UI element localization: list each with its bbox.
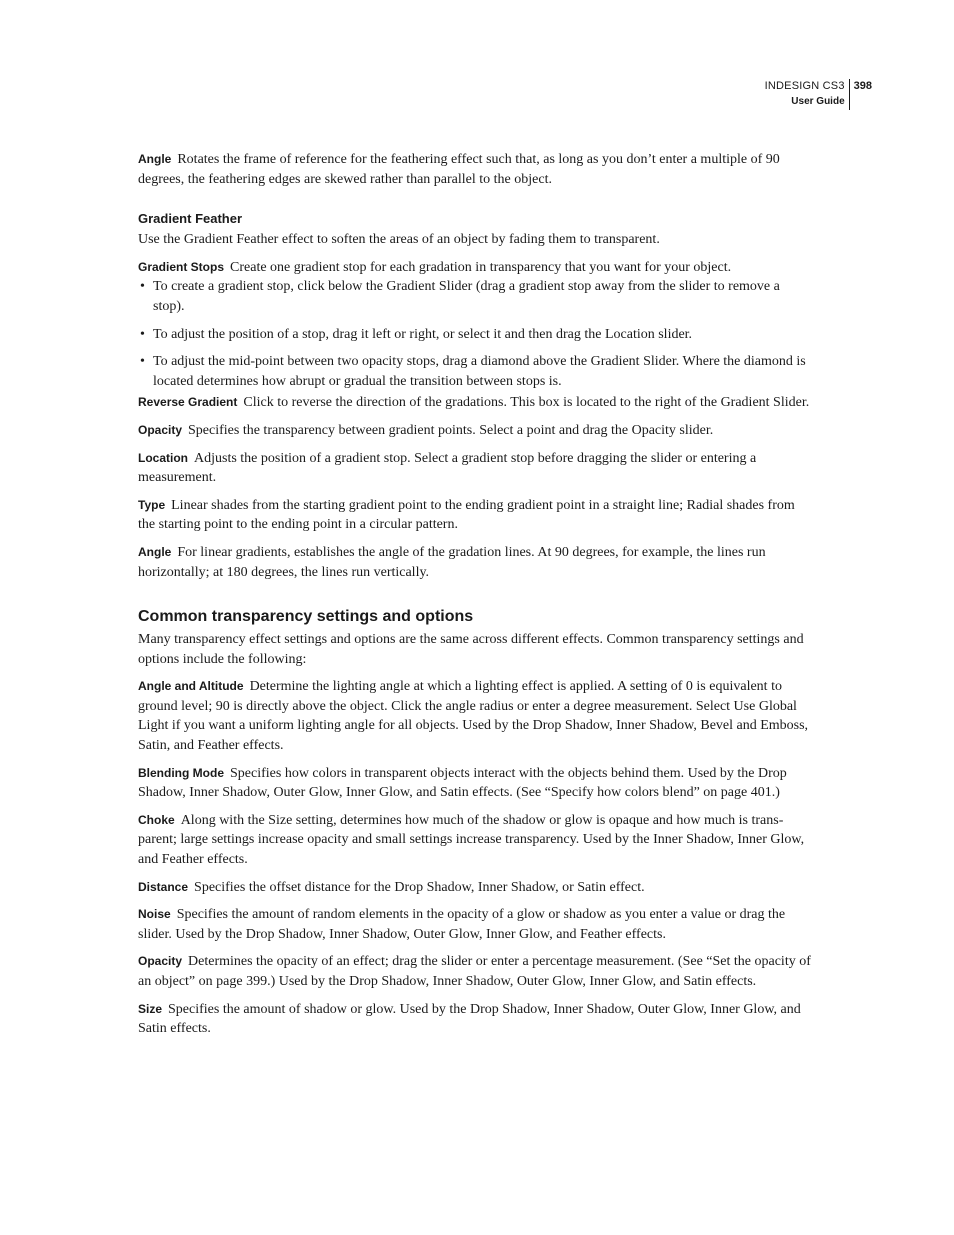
term-description: Create one gradient stop for each gradation in transparency that you want for your object. bbox=[230, 259, 732, 275]
gradient-feather-heading: Gradient Feather bbox=[138, 211, 243, 227]
term-description: Specifies the transparency between gradient points. Select a point and drag the Opacity slider. bbox=[188, 422, 714, 438]
page-header bbox=[765, 79, 872, 110]
common-opacity-entry bbox=[138, 952, 814, 991]
term-label: Choke bbox=[138, 812, 175, 827]
size-entry bbox=[138, 1000, 814, 1039]
location-entry bbox=[138, 449, 814, 488]
term-description: Specifies the offset distance for the Drop Shadow, Inner Shadow, or Satin effect. bbox=[194, 879, 645, 895]
gradient-stops-entry bbox=[138, 258, 814, 278]
term-description: Click to reverse the direction of the gradations. This box is located to the right of the Gradient Slider. bbox=[243, 395, 810, 411]
gradient-feather-intro: Use the Gradient Feather effect to soften the areas of an object by fading them to transparent. bbox=[138, 232, 660, 248]
term-label: Opacity bbox=[138, 954, 183, 969]
angle-altitude-entry bbox=[138, 677, 814, 755]
section-title: Common transparency settings and options bbox=[138, 608, 474, 626]
header-titles bbox=[765, 79, 849, 109]
term-label: Size bbox=[138, 1001, 163, 1016]
term-label: Angle bbox=[138, 152, 172, 166]
term-label: Gradient Stops bbox=[138, 259, 225, 274]
term-description: For linear gradients, establishes the angle of the gradation lines. At 90 degrees, for example, the lines run horizontally; at 180 degrees, the lines run vertically. bbox=[138, 544, 766, 580]
term-description: Specifies the amount of random elements in the opacity of a glow or shadow as you enter a value or drag the slider. Used by the Drop Shadow, Inner Shadow, Outer Glow, Inner Glow, and Feather effects. bbox=[138, 907, 786, 942]
reverse-gradient-entry bbox=[138, 393, 814, 413]
term-label: Opacity bbox=[138, 422, 183, 437]
distance-entry bbox=[138, 878, 814, 898]
list-item: • To adjust the mid-point between two opacity stops, drag a diamond above the Gradient Slider. Where the diamond is located determines how abrupt or gradual the transition between stops is. bbox=[138, 352, 814, 391]
term-description: Determine the lighting angle at which a lighting effect is applied. A setting of 0 is equivalent to ground level; 90 is directly above the object. Click the angle radius or enter a degree measurement. Select Use Global Light if you want a uniform lighting angle for all objects. Used by the Drop Shadow, Inner Shadow, Bevel and Emboss, Satin, and Feather effects. bbox=[138, 679, 809, 754]
feather-angle-entry bbox=[138, 150, 814, 189]
blending-mode-entry bbox=[138, 764, 814, 803]
common-intro: Many transparency effect settings and options are the same across different effects. Common transparency settings and options include the following: bbox=[138, 632, 804, 667]
term-description: Linear shades from the starting gradient point to the ending gradient point in a straight line; Radial shades from the starting point to the ending point in a circular pattern. bbox=[138, 497, 795, 533]
term-label: Noise bbox=[138, 907, 171, 922]
gradient-angle-entry bbox=[138, 543, 814, 582]
term-label: Type bbox=[138, 497, 166, 512]
choke-entry bbox=[138, 811, 814, 870]
term-label: Location bbox=[138, 450, 188, 465]
term-label: Distance bbox=[138, 879, 189, 894]
term-label: Angle bbox=[138, 544, 172, 559]
term-description: Along with the Size setting, determines how much of the shadow or glow is opaque and how much is trans-parent; large settings increase opacity and small settings increase transparency. Used by the Inner Shadow, Inner Glow, and Feather effects. bbox=[138, 812, 805, 868]
term-label: Blending Mode bbox=[138, 765, 224, 780]
gradient-stop-bullet-list bbox=[138, 277, 814, 391]
header-product-name: INDESIGN CS3 bbox=[764, 80, 845, 92]
type-entry bbox=[138, 496, 814, 535]
term-description: Adjusts the position of a gradient stop. Select a gradient stop before dragging the slider or entering a measurement. bbox=[138, 450, 757, 486]
page-content bbox=[138, 150, 814, 1039]
list-item: • To create a gradient stop, click below the Gradient Slider (drag a gradient stop away from the slider to remove a stop). bbox=[138, 277, 814, 316]
term-description: Specifies the amount of shadow or glow. Used by the Drop Shadow, Inner Shadow, Outer Glow, Inner Glow, and Satin effects. bbox=[138, 1001, 801, 1037]
term-label: Angle and Altitude bbox=[138, 679, 244, 694]
term-label: Reverse Gradient bbox=[138, 395, 238, 410]
term-description: Specifies how colors in transparent objects interact with the objects behind them. Used by the Drop Shadow, Inner Shadow, Outer Glow, Inner Glow, and Satin effects. (See “Specify how colors blend” on page 401.) bbox=[138, 765, 787, 801]
list-item: • To adjust the position of a stop, drag it left or right, or select it and then drag the Location slider. bbox=[138, 325, 814, 345]
gradient-opacity-entry bbox=[138, 421, 814, 441]
term-description: Rotates the frame of reference for the feathering effect such that, as long as you don’t enter a multiple of 90 degrees, the feathering edges are skewed rather than parallel to the object. bbox=[138, 152, 780, 187]
page-number: 398 bbox=[853, 80, 872, 92]
term-description: Determines the opacity of an effect; drag the slider or enter a percentage measurement. (See “Set the opacity of an object” on page 399.) Used by the Drop Shadow, Inner Shadow, Outer Glow, Inner Glow, and Satin effects. bbox=[138, 954, 811, 989]
header-guide-name: User Guide bbox=[791, 96, 845, 107]
noise-entry bbox=[138, 905, 814, 944]
